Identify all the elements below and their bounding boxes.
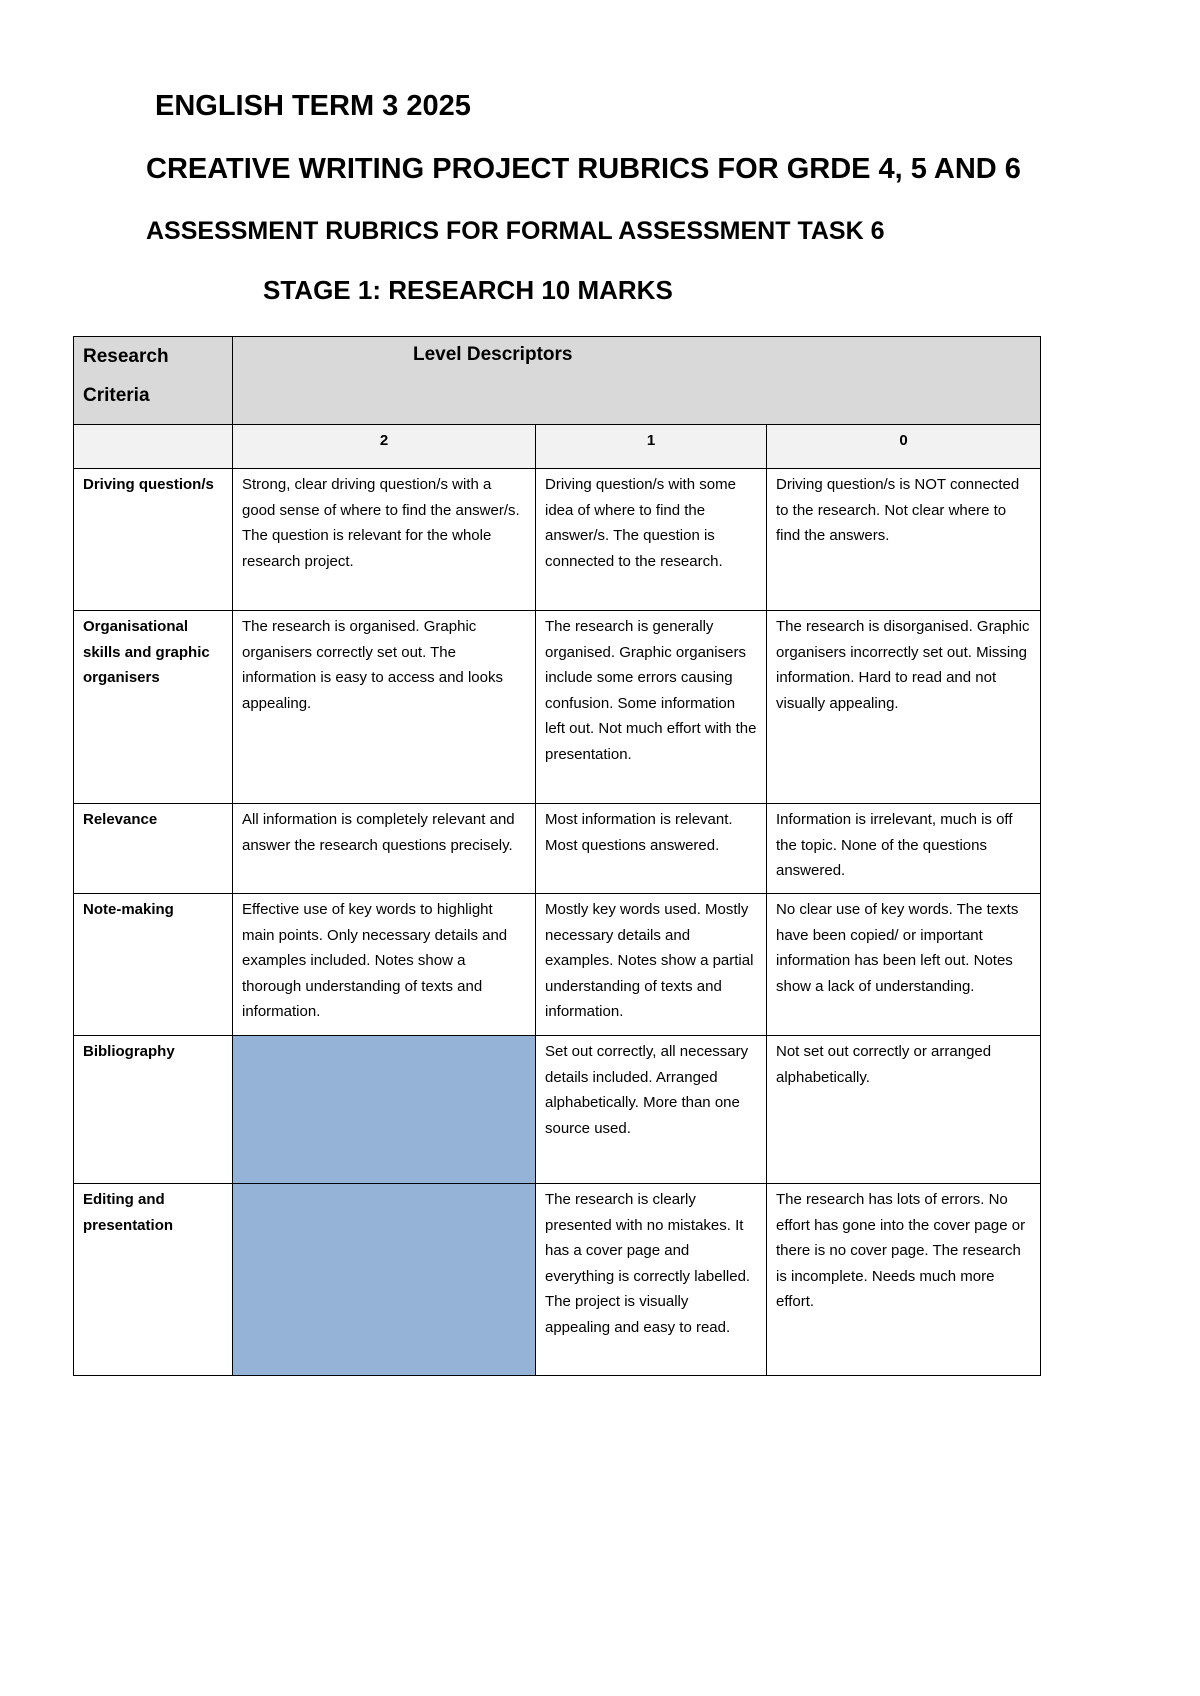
- criterion-cell: Organisational skills and graphic organisers: [74, 611, 233, 804]
- header-row: [74, 337, 1041, 425]
- stage-heading: STAGE 1: RESEARCH 10 MARKS: [263, 275, 673, 305]
- criterion-cell: Driving question/s: [74, 469, 233, 611]
- level-2-cell: Effective use of key words to highlight main points. Only necessary details and examples included. Notes show a thorough understanding of texts and information.: [233, 894, 536, 1036]
- score-header-1: 1: [536, 425, 767, 469]
- shaded-not-applicable-cell: [233, 1184, 536, 1376]
- criterion-cell: Bibliography: [74, 1036, 233, 1184]
- score-header-0: 0: [767, 425, 1041, 469]
- page-title: ENGLISH TERM 3 2025: [155, 90, 471, 122]
- table-row: [74, 1036, 1041, 1184]
- level-0-cell: Not set out correctly or arranged alphabetically.: [767, 1036, 1041, 1184]
- level-0-cell: No clear use of key words. The texts have been copied/ or important information has been left out. Notes show a lack of understanding.: [767, 894, 1041, 1036]
- level-0-cell: The research has lots of errors. No effort has gone into the cover page or there is no cover page. The research is incomplete. Needs much more effort.: [767, 1184, 1041, 1376]
- level-0-cell: Driving question/s is NOT connected to the research. Not clear where to find the answers.: [767, 469, 1041, 611]
- level-2-cell: Strong, clear driving question/s with a good sense of where to find the answer/s. The question is relevant for the whole research project.: [233, 469, 536, 611]
- level-1-cell: Most information is relevant. Most questions answered.: [536, 804, 767, 894]
- level-1-cell: The research is generally organised. Graphic organisers include some errors causing confusion. Some information left out. Not much effort with the presentation.: [536, 611, 767, 804]
- level-1-cell: Mostly key words used. Mostly necessary details and examples. Notes show a partial understanding of texts and information.: [536, 894, 767, 1036]
- criterion-cell: Note-making: [74, 894, 233, 1036]
- score-header-2: 2: [233, 425, 536, 469]
- project-subtitle: CREATIVE WRITING PROJECT RUBRICS FOR GRDE 4, 5 AND 6: [146, 153, 1021, 185]
- table-row: [74, 894, 1041, 1036]
- level-0-cell: Information is irrelevant, much is off the topic. None of the questions answered.: [767, 804, 1041, 894]
- level-1-cell: Driving question/s with some idea of where to find the answer/s. The question is connected to the research.: [536, 469, 767, 611]
- criteria-header: Research Criteria: [74, 337, 233, 425]
- level-descriptors-header: Level Descriptors: [233, 337, 1041, 425]
- level-2-cell: The research is organised. Graphic organisers correctly set out. The information is easy to access and looks appealing.: [233, 611, 536, 804]
- table-row: [74, 611, 1041, 804]
- table-row: [74, 804, 1041, 894]
- level-1-cell: Set out correctly, all necessary details included. Arranged alphabetically. More than one source used.: [536, 1036, 767, 1184]
- criterion-cell: Relevance: [74, 804, 233, 894]
- level-1-cell: The research is clearly presented with no mistakes. It has a cover page and everything is correctly labelled. The project is visually appealing and easy to read.: [536, 1184, 767, 1376]
- shaded-not-applicable-cell: [233, 1036, 536, 1184]
- criterion-cell: Editing and presentation: [74, 1184, 233, 1376]
- table-row: [74, 1184, 1041, 1376]
- level-0-cell: The research is disorganised. Graphic organisers incorrectly set out. Missing information. Hard to read and not visually appealing.: [767, 611, 1041, 804]
- assessment-heading: ASSESSMENT RUBRICS FOR FORMAL ASSESSMENT TASK 6: [146, 217, 885, 245]
- table-row: [74, 469, 1041, 611]
- rubric-table: [73, 336, 1041, 1376]
- level-2-cell: All information is completely relevant and answer the research questions precisely.: [233, 804, 536, 894]
- score-row: [74, 425, 1041, 469]
- score-blank-cell: [74, 425, 233, 469]
